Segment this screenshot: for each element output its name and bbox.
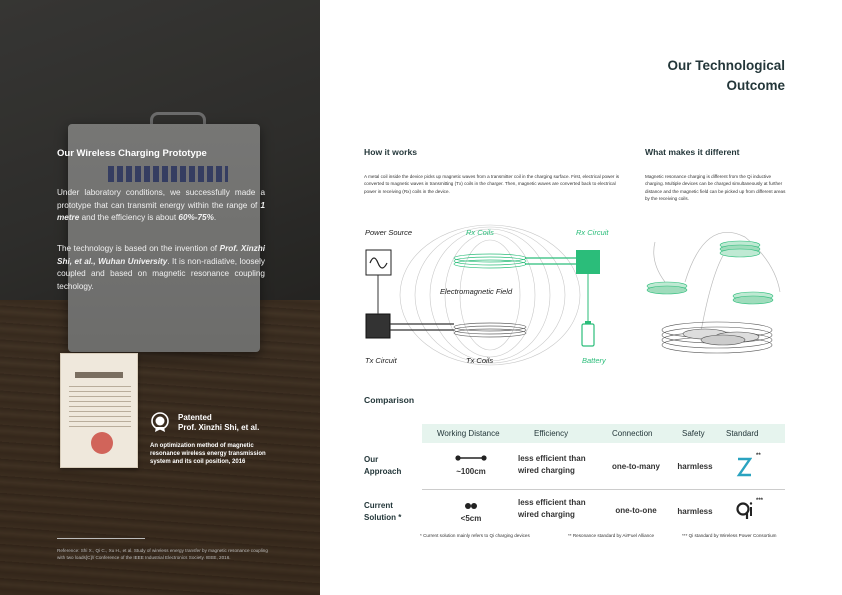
rx-coils-label: Rx Coils xyxy=(466,228,494,237)
qi-logo-icon xyxy=(736,500,754,520)
patent-certificate xyxy=(60,353,138,468)
airfuel-logo-icon xyxy=(736,456,752,478)
rx-coils xyxy=(454,254,526,268)
battery-label: Battery xyxy=(582,356,606,365)
row2-connection: one-to-one xyxy=(615,506,657,515)
row2-distance: <5cm xyxy=(460,514,482,523)
receiver-coils xyxy=(647,241,773,304)
row1-connection: one-to-many xyxy=(612,462,660,471)
row2-standard-mark: *** xyxy=(756,498,764,504)
row-our-approach-label: Our Approach xyxy=(364,455,402,476)
patent-description: An optimization method of magnetic resonance wireless energy transmission system and its coil position, 2016 xyxy=(150,443,266,466)
tx-circuit-label: Tx Circuit xyxy=(365,356,397,365)
how-text: A metal coil inside the device picks up magnetic waves from a transmitter coil in the charging surface. First, electrical power is converted to magnetic waves in transmitting (Tx) coils in the charger. Then, magnetic waves are converted back to electrical power in receiving (Rx) coils in the device. xyxy=(364,174,620,194)
col-standard: Standard xyxy=(726,428,759,438)
diff-text: Magnetic resonance charging is different from the Qi inductive charging. Multiple devices can be charged simultaneously at further distance and the magnetic field can be picked up from different areas by the receiving coils. xyxy=(645,174,786,202)
long-distance-icon xyxy=(455,454,487,462)
footnote-2: ** Resonance standard by AirFuel Alliance xyxy=(568,533,655,538)
tx-coils-label: Tx Coils xyxy=(466,356,494,365)
how-heading: How it works xyxy=(364,147,418,157)
footnote-3: *** Qi standard by Wireless Power Consortium xyxy=(682,533,777,538)
page-title: Our Technological Outcome xyxy=(667,58,785,93)
comparison-heading: Comparison xyxy=(364,395,415,405)
row1-efficiency: less efficient than wired charging xyxy=(518,454,586,475)
row2-safety: harmless xyxy=(677,507,713,516)
row-divider xyxy=(422,489,785,490)
left-paragraph-1: Under laboratory conditions, we successfully made a prototype that can transmit energy within the range of 1 metre and the efficiency is about 60%-75%. xyxy=(57,188,265,223)
prototype-photo-panel xyxy=(0,0,320,595)
multi-device-illustration xyxy=(645,222,790,362)
row-current-solution-label: Current Solution * xyxy=(364,501,402,522)
power-source-label: Power Source xyxy=(365,228,413,237)
tx-circuit-box xyxy=(366,314,390,338)
row1-safety: harmless xyxy=(677,462,713,471)
seal-stamp xyxy=(91,432,113,454)
col-safety: Safety xyxy=(682,428,705,438)
diff-heading: What makes it different xyxy=(645,147,740,157)
col-distance: Working Distance xyxy=(437,428,500,438)
transmitter-pad xyxy=(662,322,772,353)
footnote-1: * Current solution mainly refers to Qi charging devices xyxy=(420,533,530,538)
patent-label: Patented Prof. Xinzhi Shi, et al. xyxy=(178,413,260,433)
col-connection: Connection xyxy=(612,428,653,438)
rx-circuit-box xyxy=(576,250,600,274)
left-paragraph-2: The technology is based on the invention of Prof. Xinzhi Shi, et al., Wuhan University. It is non-radiative, loosely coupled and based on magnetic resonance coupling techology. xyxy=(57,244,265,292)
col-efficiency: Efficiency xyxy=(534,428,569,438)
how-it-works-diagram xyxy=(360,220,630,370)
reference-text: Reference: Shi X., Qi C., Xu H., et al. Study of wireless energy transfer by magnetic resonance coupling with two loads[C]// Conference of the IEEE Industrial Electronics Society. IEEE, 2016. xyxy=(57,548,268,560)
rx-circuit-label: Rx Circuit xyxy=(576,228,609,237)
short-distance-icon xyxy=(464,502,478,510)
field-label: Electromagnetic Field xyxy=(440,287,513,296)
photo-overlay xyxy=(0,0,320,595)
left-title: Our Wireless Charging Prototype xyxy=(57,148,207,159)
battery-icon xyxy=(582,324,594,346)
award-icon xyxy=(150,412,170,432)
divider xyxy=(57,538,145,539)
row1-standard-mark: ** xyxy=(756,453,761,459)
row1-distance: ~100cm xyxy=(456,467,486,476)
row2-efficiency: less efficient than wired charging xyxy=(518,498,586,519)
